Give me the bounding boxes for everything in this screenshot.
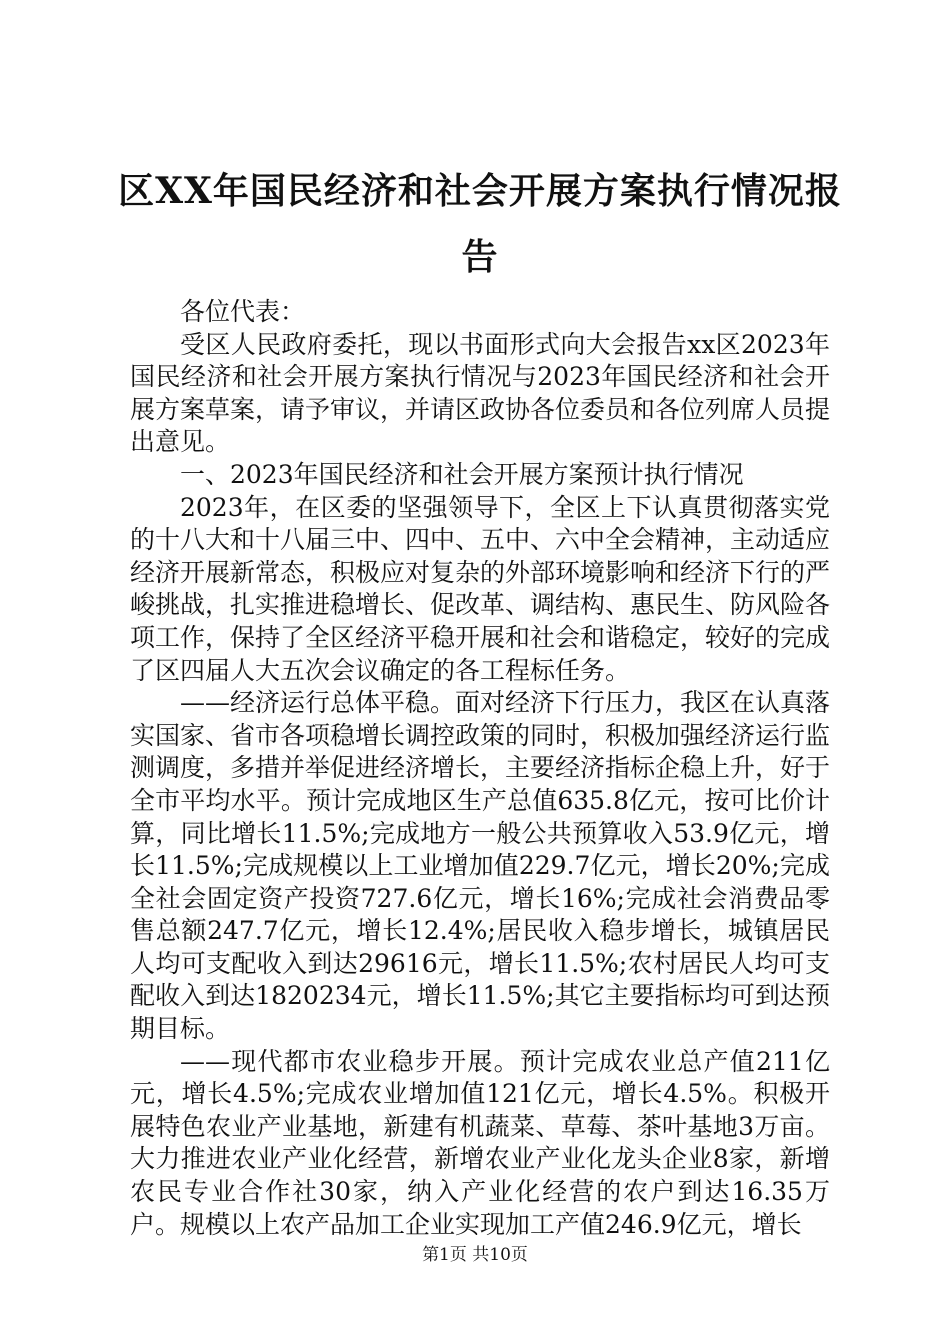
section-heading: 一、2023年国民经济和社会开展方案预计执行情况 (180, 459, 744, 489)
document-title: 区XX年国民经济和社会开展方案执行情况报告 (118, 170, 842, 278)
salutation-paragraph: 各位代表： (180, 297, 306, 326)
agriculture-paragraph: ——现代都市农业稳步开展。预计完成农业总产值211亿元，增长4.5%;完成农业增加值121亿元，增长4.5%。积极开展特色农业产业基地，新建有机蔬菜、草莓、茶叶基地3万亩。大力推进农业产业化经营，新增农业产业化龙头企业8家，新增农民专业合作社30家，纳入产业化经营的农户到达16.35万户。规模以上农产品加工企业实现加工产值246.9亿元，增长 (130, 1046, 830, 1239)
intro-paragraph: 受区人民政府委托，现以书面形式向大会报告xx区2023年国民经济和社会开展方案执行情况与2023年国民经济和社会开展方案草案，请予审议，并请区政协各位委员和各位列席人员提出意见。 (130, 329, 831, 457)
page-number-footer: 第1页 共10页 (422, 1245, 528, 1265)
document-body (130, 296, 830, 1241)
overview-paragraph: 2023年，在区委的坚强领导下，全区上下认真贯彻落实党的十八大和十八届三中、四中、五中、六中全会精神，主动适应经济开展新常态，积极应对复杂的外部环境影响和经济下行的严峻挑战，扎实推进稳增长、促改革、调结构、惠民生、防风险各项工作，保持了全区经济平稳开展和社会和谐稳定，较好的完成了区四届人大五次会议确定的各工程标任务。 (130, 492, 831, 685)
economy-paragraph: ——经济运行总体平稳。面对经济下行压力，我区在认真落实国家、省市各项稳增长调控政策的同时，积极加强经济运行监测调度，多措并举促进经济增长，主要经济指标企稳上升，好于全市平均水平。预计完成地区生产总值635.8亿元，按可比价计算，同比增长11.5%;完成地方一般公共预算收入53.9亿元，增长11.5%;完成规模以上工业增加值229.7亿元，增长20%;完成全社会固定资产投资727.6亿元，增长16%;完成社会消费品零售总额247.7亿元，增长12.4%;居民收入稳步增长，城镇居民人均可支配收入到达29616元，增长11.5%;农村居民人均可支配收入到达1820234元，增长11.5%;其它主要指标均可到达预期目标。 (130, 688, 831, 1044)
